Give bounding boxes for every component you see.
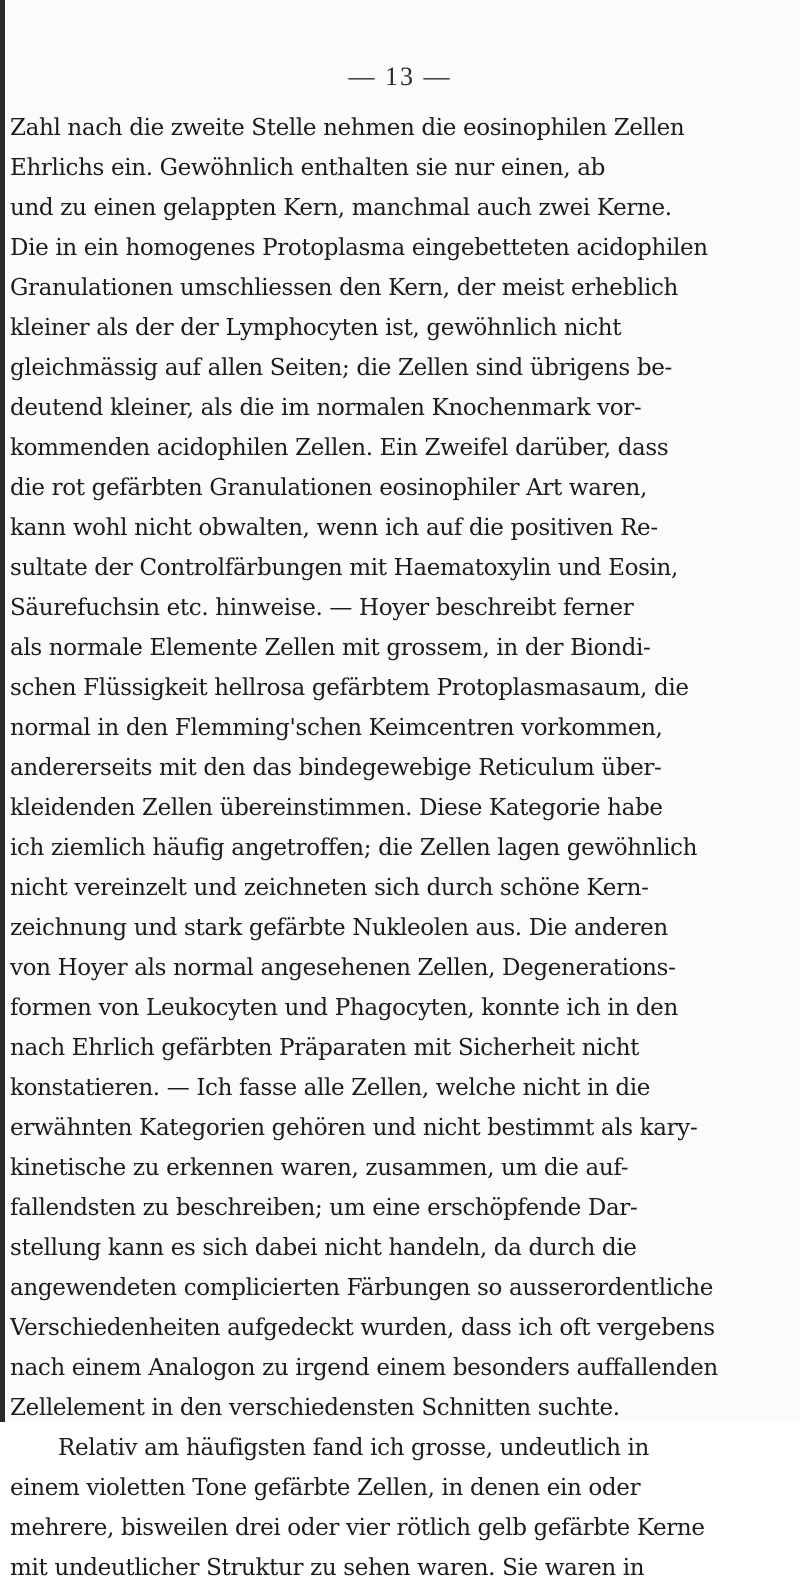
text-line: deutend kleiner, als die im normalen Knochenmark vor- <box>10 395 642 421</box>
text-line: schen Flüssigkeit hellrosa gefärbtem Protoplasmasaum, die <box>10 675 689 701</box>
text-line: Zahl nach die zweite Stelle nehmen die eosinophilen Zellen <box>10 115 685 141</box>
text-line: kann wohl nicht obwalten, wenn ich auf die positiven Re- <box>10 515 658 541</box>
page-number: — 13 — <box>348 62 452 91</box>
text-line: sultate der Controlfärbungen mit Haematoxylin und Eosin, <box>10 555 678 581</box>
text-line: kleiner als der der Lymphocyten ist, gewöhnlich nicht <box>10 315 622 341</box>
text-line: konstatieren. — Ich fasse alle Zellen, welche nicht in die <box>10 1075 651 1101</box>
text-line: stellung kann es sich dabei nicht handeln, da durch die <box>10 1235 637 1261</box>
text-line: kommenden acidophilen Zellen. Ein Zweifel darüber, dass <box>10 435 669 461</box>
text-line: mehrere, bisweilen drei oder vier rötlich gelb gefärbte Kerne <box>10 1515 705 1541</box>
page-binding-edge <box>0 0 5 1422</box>
text-line: fallendsten zu beschreiben; um eine erschöpfende Dar- <box>10 1195 638 1221</box>
text-line: Granulationen umschliessen den Kern, der meist erheblich <box>10 275 678 301</box>
text-line: von Hoyer als normal angesehenen Zellen, Degenerations- <box>10 955 676 981</box>
text-line: einem violetten Tone gefärbte Zellen, in denen ein oder <box>10 1475 641 1501</box>
text-line: nicht vereinzelt und zeichneten sich durch schöne Kern- <box>10 875 649 901</box>
text-line: kleidenden Zellen übereinstimmen. Diese Kategorie habe <box>10 795 663 821</box>
text-line: mit undeutlicher Struktur zu sehen waren. Sie waren in <box>10 1555 645 1581</box>
text-line: angewendeten complicierten Färbungen so ausserordentliche <box>10 1275 713 1301</box>
text-line: und zu einen gelappten Kern, manchmal auch zwei Kerne. <box>10 195 672 221</box>
text-line: Verschiedenheiten aufgedeckt wurden, dass ich oft vergebens <box>10 1315 715 1341</box>
text-line: kinetische zu erkennen waren, zusammen, um die auf- <box>10 1155 629 1181</box>
text-line: Zellelement in den verschiedensten Schnitten suchte. <box>10 1395 620 1421</box>
paragraph-start-line: Relativ am häufigsten fand ich grosse, undeutlich in <box>58 1435 649 1461</box>
text-line: gleichmässig auf allen Seiten; die Zellen sind übrigens be- <box>10 355 672 381</box>
text-line: ich ziemlich häufig angetroffen; die Zellen lagen gewöhnlich <box>10 835 698 861</box>
text-line: als normale Elemente Zellen mit grossem, in der Biondi- <box>10 635 651 661</box>
text-line: Säurefuchsin etc. hinweise. — Hoyer beschreibt ferner <box>10 595 634 621</box>
text-line: die rot gefärbten Granulationen eosinophiler Art waren, <box>10 475 647 501</box>
body-text <box>10 108 800 1588</box>
text-line: erwähnten Kategorien gehören und nicht bestimmt als kary- <box>10 1115 698 1141</box>
text-line: formen von Leukocyten und Phagocyten, konnte ich in den <box>10 995 678 1021</box>
text-line: nach Ehrlich gefärbten Präparaten mit Sicherheit nicht <box>10 1035 640 1061</box>
text-line: Die in ein homogenes Protoplasma eingebetteten acidophilen <box>10 235 708 261</box>
text-line: normal in den Flemming'schen Keimcentren vorkommen, <box>10 715 663 741</box>
text-line: andererseits mit den das bindegewebige Reticulum über- <box>10 755 662 781</box>
text-line: zeichnung und stark gefärbte Nukleolen aus. Die anderen <box>10 915 668 941</box>
text-line: Ehrlichs ein. Gewöhnlich enthalten sie nur einen, ab <box>10 155 605 181</box>
text-line: nach einem Analogon zu irgend einem besonders auffallenden <box>10 1355 718 1381</box>
